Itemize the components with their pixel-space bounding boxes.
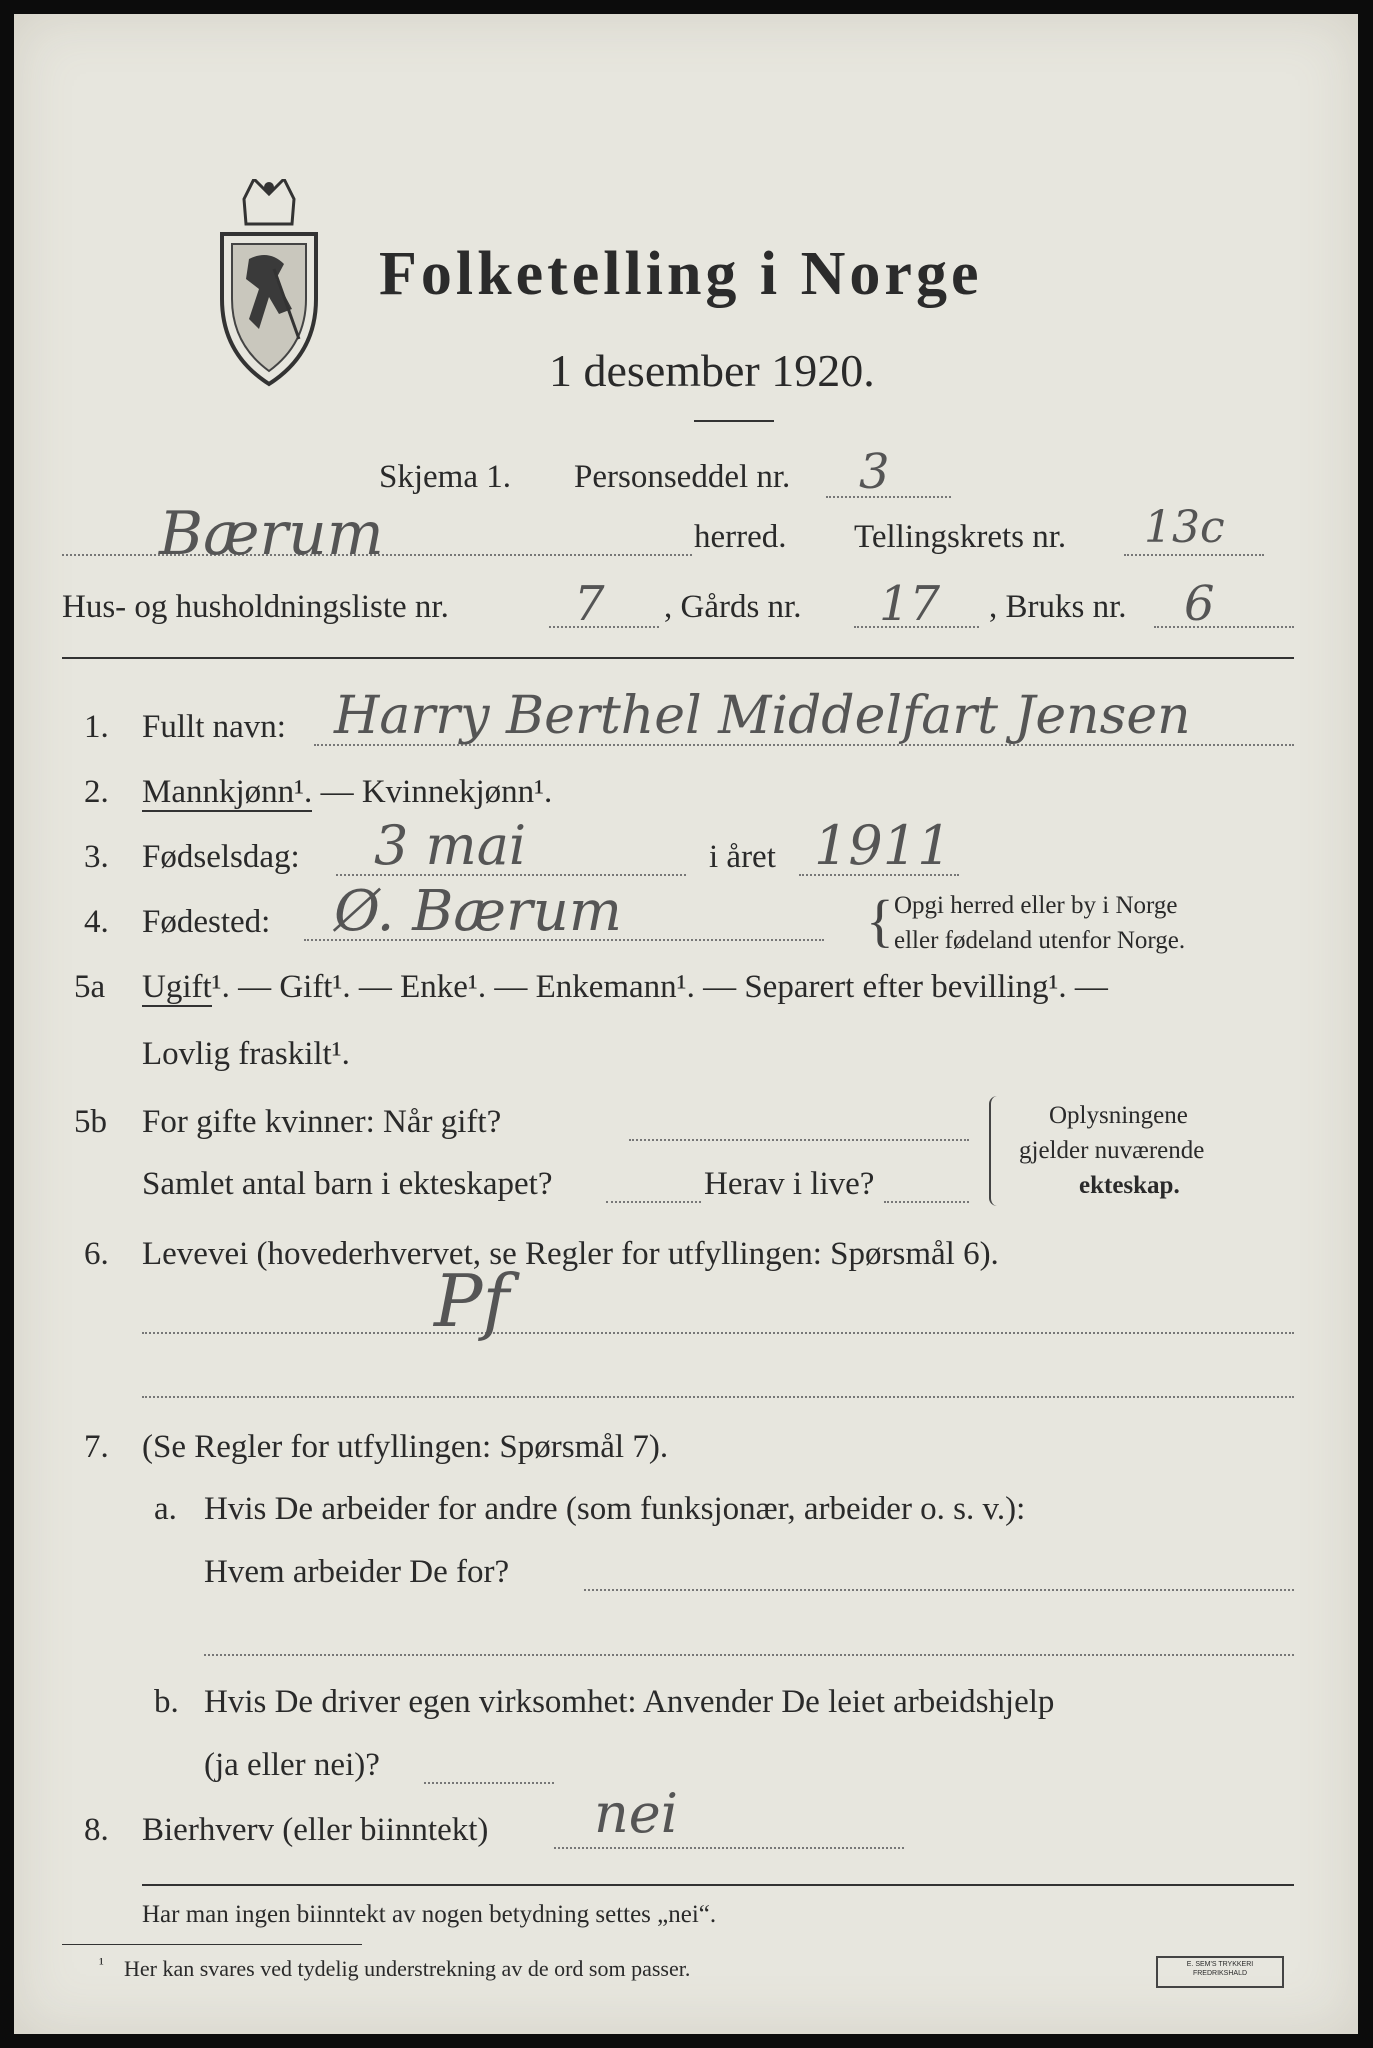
q8-dotted-line: [554, 1847, 904, 1849]
q5b-number: 5b: [74, 1104, 107, 1140]
footer-note: Har man ingen biinntekt av nogen betydning settes „nei“.: [142, 1901, 717, 1928]
q7b-jaornei-label: (ja eller nei)?: [204, 1747, 380, 1783]
q5b-note-line2: gjelder nuværende: [1019, 1137, 1205, 1164]
q7a-label: Hvis De arbeider for andre (som funksjonær, arbeider o. s. v.):: [204, 1491, 1026, 1527]
gards-label: , Gårds nr.: [664, 589, 802, 625]
header-separator: [62, 657, 1294, 659]
norwegian-coat-of-arms-icon: [214, 179, 324, 389]
census-form-sheet: [14, 14, 1358, 2034]
q5a-number: 5a: [74, 969, 106, 1005]
kvinnekjonn-option[interactable]: — Kvinnekjønn¹.: [320, 774, 553, 810]
other-marital-options[interactable]: ¹. — Gift¹. — Enke¹. — Enkemann¹. — Separert efter bevilling¹. —: [211, 969, 1108, 1005]
q5b-note-line3: ekteskap.: [1079, 1172, 1180, 1199]
occupation-value[interactable]: Pf: [434, 1259, 510, 1343]
q7-number: 7.: [84, 1429, 109, 1465]
herred-value[interactable]: Bærum: [159, 499, 384, 569]
personseddel-value[interactable]: 3: [859, 444, 890, 500]
q6-label: Levevei (hovederhvervet, se Regler for utfyllingen: Spørsmål 6).: [142, 1236, 999, 1272]
lovlig-fraskilt-option[interactable]: Lovlig fraskilt¹.: [142, 1036, 350, 1072]
q6-dotted-line-2: [142, 1396, 1294, 1398]
bruks-label: , Bruks nr.: [989, 589, 1127, 625]
q2-gender-options: [142, 774, 552, 811]
q5a-marital-options: [142, 969, 1108, 1006]
birth-date-value[interactable]: 3 mai: [374, 814, 527, 877]
q7a-dotted-line-1: [584, 1589, 1294, 1591]
q4-note-brace: {: [866, 888, 894, 953]
q1-number: 1.: [84, 709, 109, 745]
bruks-dotted-line: [1154, 626, 1294, 628]
q5b-note-bracket: [989, 1096, 997, 1206]
full-name-value[interactable]: Harry Berthel Middelfart Jensen: [334, 686, 1191, 746]
q4-note-line2: eller fødeland utenfor Norge.: [894, 927, 1186, 954]
ugift-option[interactable]: Ugift: [142, 969, 212, 1005]
side-income-value[interactable]: nei: [594, 1782, 679, 1845]
q6-dotted-line-1: [142, 1332, 1294, 1334]
q5b-children-dotted-line: [606, 1201, 701, 1203]
tellingskrets-dotted-line: [1124, 554, 1264, 556]
q7b-dotted-line: [424, 1782, 554, 1784]
q7a-number: a.: [154, 1491, 177, 1527]
q5b-alive-label: Herav i live?: [704, 1166, 875, 1202]
printer-stamp-line2: FREDRIKSHALD: [1192, 1970, 1248, 1977]
skjema-label: Skjema 1.: [379, 459, 511, 495]
tellingskrets-value[interactable]: 13c: [1144, 502, 1225, 553]
title-divider: [694, 420, 774, 422]
q3-year-label: i året: [709, 839, 776, 875]
q3-label: Fødselsdag:: [142, 839, 300, 875]
footer-separator: [142, 1884, 1294, 1886]
footnote-mark: ¹: [99, 1956, 104, 1973]
personseddel-label: Personseddel nr.: [574, 459, 791, 495]
q7b-label: Hvis De driver egen virksomhet: Anvender De leiet arbeidshjelp: [204, 1684, 1055, 1720]
q7a-employer-label: Hvem arbeider De for?: [204, 1554, 510, 1590]
birthplace-value[interactable]: Ø. Bærum: [334, 879, 622, 944]
q7-label: (Se Regler for utfyllingen: Spørsmål 7).: [142, 1429, 669, 1465]
q7b-number: b.: [154, 1684, 179, 1720]
gards-value[interactable]: 17: [879, 576, 941, 632]
q6-number: 6.: [84, 1236, 109, 1272]
hus-label: Hus- og husholdningsliste nr.: [62, 589, 449, 625]
q8-label: Bierhverv (eller biinntekt): [142, 1812, 489, 1848]
q4-number: 4.: [84, 904, 109, 940]
q2-number: 2.: [84, 774, 109, 810]
footnote-text: Her kan svares ved tydelig understrekning av de ord som passer.: [124, 1956, 691, 1981]
bruks-value[interactable]: 6: [1184, 576, 1215, 632]
mannkjonn-option[interactable]: Mannkjønn¹.: [142, 774, 313, 810]
tellingskrets-label: Tellingskrets nr.: [854, 519, 1067, 555]
q5b-children-label: Samlet antal barn i ekteskapet?: [142, 1166, 553, 1202]
census-date: 1 desember 1920.: [549, 345, 875, 396]
footnote-rule: [62, 1944, 362, 1945]
q5b-alive-dotted-line: [884, 1201, 969, 1203]
q5b-note-line1: Oplysningene: [1049, 1102, 1188, 1129]
q7a-dotted-line-2: [204, 1654, 1294, 1656]
herred-label: herred.: [694, 519, 787, 555]
hus-value[interactable]: 7: [574, 576, 605, 632]
q5b-label: For gifte kvinner: Når gift?: [142, 1104, 502, 1140]
q4-label: Fødested:: [142, 904, 271, 940]
q1-label: Fullt navn:: [142, 709, 286, 745]
form-title: Folketelling i Norge: [379, 240, 983, 308]
q8-number: 8.: [84, 1812, 109, 1848]
printer-stamp-line1: E. SEM'S TRYKKERI: [1186, 1961, 1254, 1968]
q4-note-line1: Opgi herred eller by i Norge: [894, 892, 1178, 919]
q5b-married-dotted-line: [629, 1139, 969, 1141]
q3-number: 3.: [84, 839, 109, 875]
birth-year-value[interactable]: 1911: [814, 814, 952, 877]
printer-stamp: [1156, 1956, 1284, 1988]
